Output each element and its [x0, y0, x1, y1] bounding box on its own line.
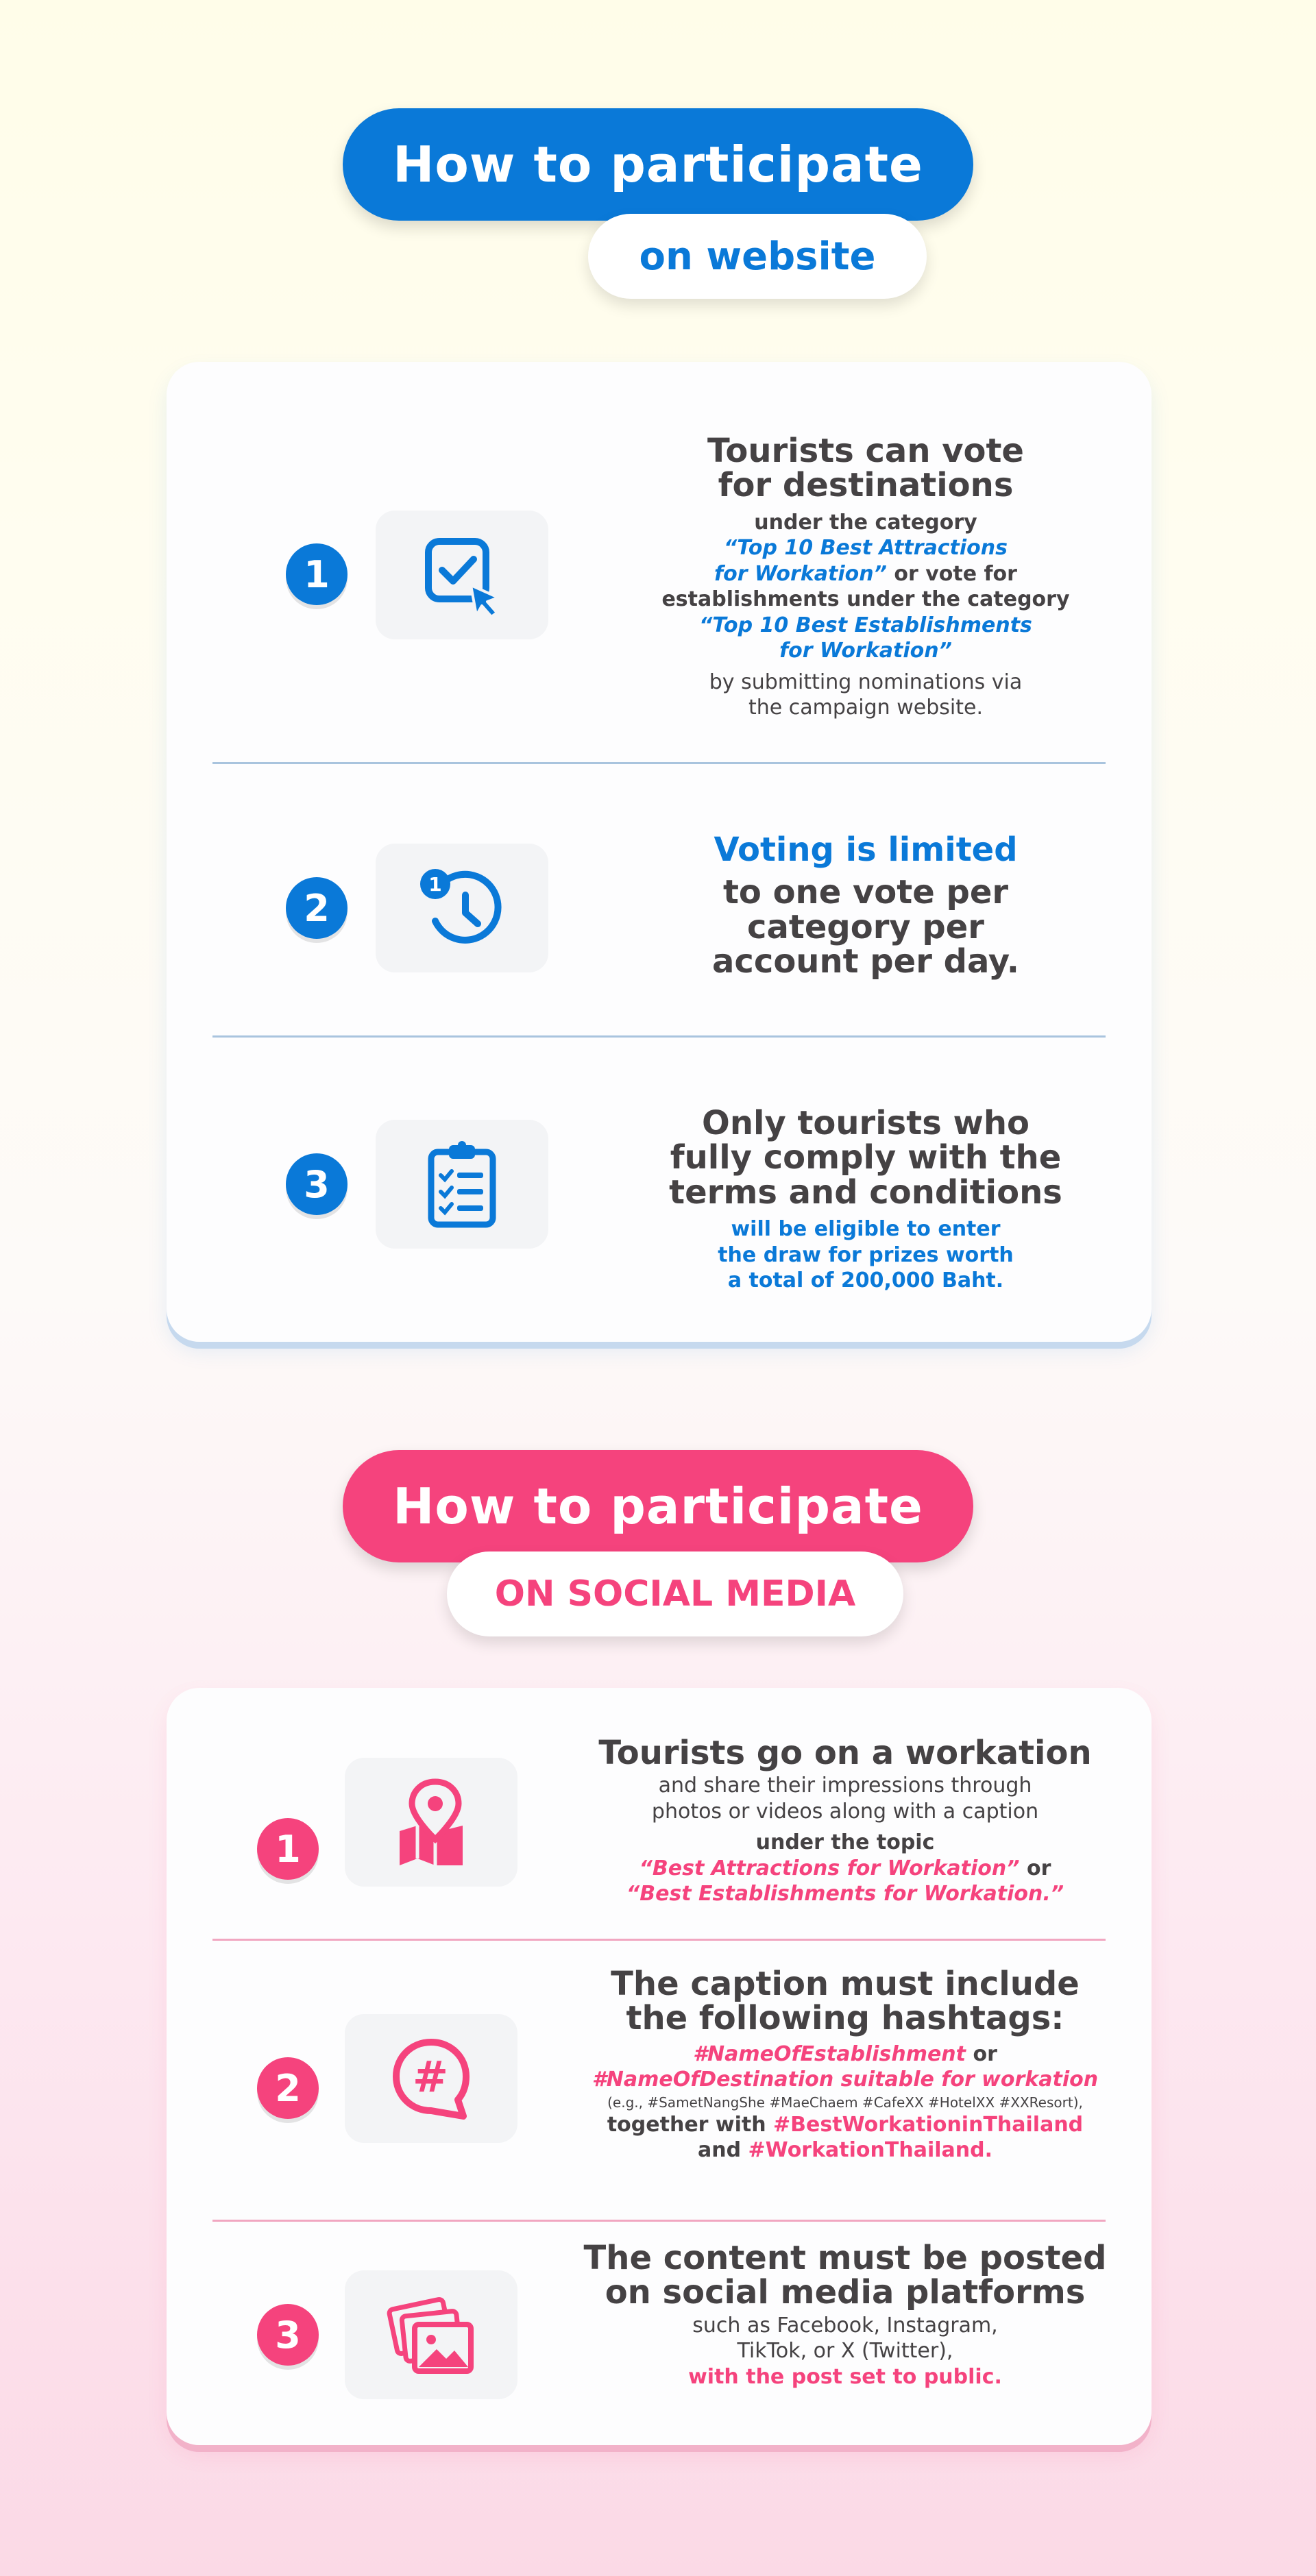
social-header: [0, 1445, 1316, 1664]
clipboard-checklist-icon: [417, 1140, 507, 1229]
website-subtitle: on website: [588, 214, 927, 299]
step-icon-box: [345, 2014, 517, 2143]
step-title-line: category per: [747, 907, 984, 946]
step-text-line: the campaign website.: [748, 696, 983, 720]
step-title-line: terms and conditions: [669, 1173, 1062, 1212]
hashtag: #BestWorkationinThailand: [773, 2112, 1084, 2137]
step-detail-line: a total of 200,000 Baht.: [727, 1268, 1004, 1293]
step-highlight: with the post set to public.: [688, 2364, 1002, 2389]
svg-text:#: #: [413, 2052, 448, 2102]
step-title-line: The caption must include: [611, 1965, 1080, 2003]
category-name: for Workation”: [779, 639, 952, 663]
category-name: “Top 10 Best Attractions: [723, 536, 1008, 561]
step-text: [612, 833, 1119, 979]
step-title-line: fully comply with the: [670, 1138, 1062, 1177]
step-title-line: The content must be posted: [583, 2239, 1107, 2277]
hashtag-chat-icon: [387, 2034, 476, 2123]
checkbox-cursor-icon: [417, 530, 507, 620]
step-text-line: under the category: [754, 510, 977, 535]
photos-icon: [383, 2290, 479, 2379]
step-text-line: and share their impressions through: [658, 1774, 1032, 1798]
hashtag-example: (e.g., #SametNangShe #MaeChaem #CafeXX #HotelXX #XXResort),: [607, 2094, 1083, 2111]
step-title-line: Tourists can vote: [707, 432, 1024, 470]
step-icon-box: [345, 1758, 517, 1887]
step-text-line: or: [966, 2041, 997, 2066]
clock-badge-number: 1: [428, 873, 442, 896]
step-text-line: and: [698, 2138, 748, 2163]
step-text: [612, 1106, 1119, 1294]
website-title: How to participate: [343, 108, 973, 221]
step-number-badge: 3: [286, 1153, 348, 1215]
step-icon-box: [376, 511, 548, 639]
step-number-badge: 2: [286, 877, 348, 939]
hashtag: #WorkationThailand.: [748, 2138, 992, 2163]
step-number-badge: 2: [257, 2057, 319, 2119]
step-text-line: such as Facebook, Instagram,: [692, 2313, 998, 2338]
step-text: [612, 434, 1119, 721]
step-detail-line: will be eligible to enter: [731, 1217, 1001, 1242]
step-title-line: the following hashtags:: [626, 1999, 1064, 2038]
website-step-1: [167, 362, 1152, 763]
social-step-2: [167, 1941, 1152, 2196]
category-name: for Workation”: [714, 561, 887, 586]
step-icon-box: [345, 2270, 517, 2399]
step-title-line: Tourists go on a workation: [598, 1734, 1092, 1772]
topic-name: “Best Establishments for Workation.”: [626, 1882, 1064, 1906]
step-number-badge: 3: [257, 2304, 319, 2366]
step-text: [550, 1736, 1140, 1907]
step-text-line: TikTok, or X (Twitter),: [737, 2339, 953, 2364]
step-number-badge: 1: [286, 543, 348, 605]
step-title-line: for destinations: [718, 466, 1014, 505]
step-text: [550, 1967, 1140, 2163]
map-pin-icon: [390, 1778, 472, 1867]
step-number-badge: 1: [257, 1818, 319, 1880]
website-step-2: [167, 764, 1152, 1038]
step-highlight: Voting is limited: [714, 831, 1018, 869]
clock-one-icon: [417, 863, 507, 953]
website-steps-card: [167, 362, 1152, 1342]
step-icon-box: [376, 844, 548, 972]
step-title-line: Only tourists who: [702, 1104, 1029, 1142]
step-title-line: on social media platforms: [605, 2273, 1086, 2312]
step-text: [550, 2241, 1140, 2390]
hashtag: #NameOfDestination suitable for workation: [592, 2068, 1099, 2092]
step-detail-line: the draw for prizes worth: [718, 1242, 1014, 1267]
website-header: [0, 103, 1316, 322]
step-title-line: account per day.: [712, 942, 1019, 981]
website-step-3: [167, 1038, 1152, 1339]
step-text-line: photos or videos along with a caption: [651, 1799, 1039, 1824]
step-text-line: or vote for: [886, 561, 1017, 586]
step-text-line: by submitting nominations via: [709, 670, 1023, 694]
step-title-line: to one vote per: [722, 873, 1009, 912]
step-text-line: establishments under the category: [661, 587, 1070, 612]
social-steps-card: [167, 1688, 1152, 2445]
category-name: “Top 10 Best Establishments: [699, 613, 1032, 637]
step-text-line: together with: [607, 2112, 774, 2137]
social-title: How to participate: [343, 1450, 973, 1562]
social-subtitle: ON SOCIAL MEDIA: [447, 1551, 903, 1636]
step-text-line: under the topic: [755, 1830, 935, 1855]
social-step-1: [167, 1688, 1152, 1940]
hashtag: #NameOfEstablishment: [693, 2041, 966, 2066]
step-text-line: or: [1019, 1856, 1051, 1880]
topic-name: “Best Attractions for Workation”: [639, 1856, 1020, 1880]
social-step-3: [167, 2222, 1152, 2445]
step-icon-box: [376, 1120, 548, 1249]
